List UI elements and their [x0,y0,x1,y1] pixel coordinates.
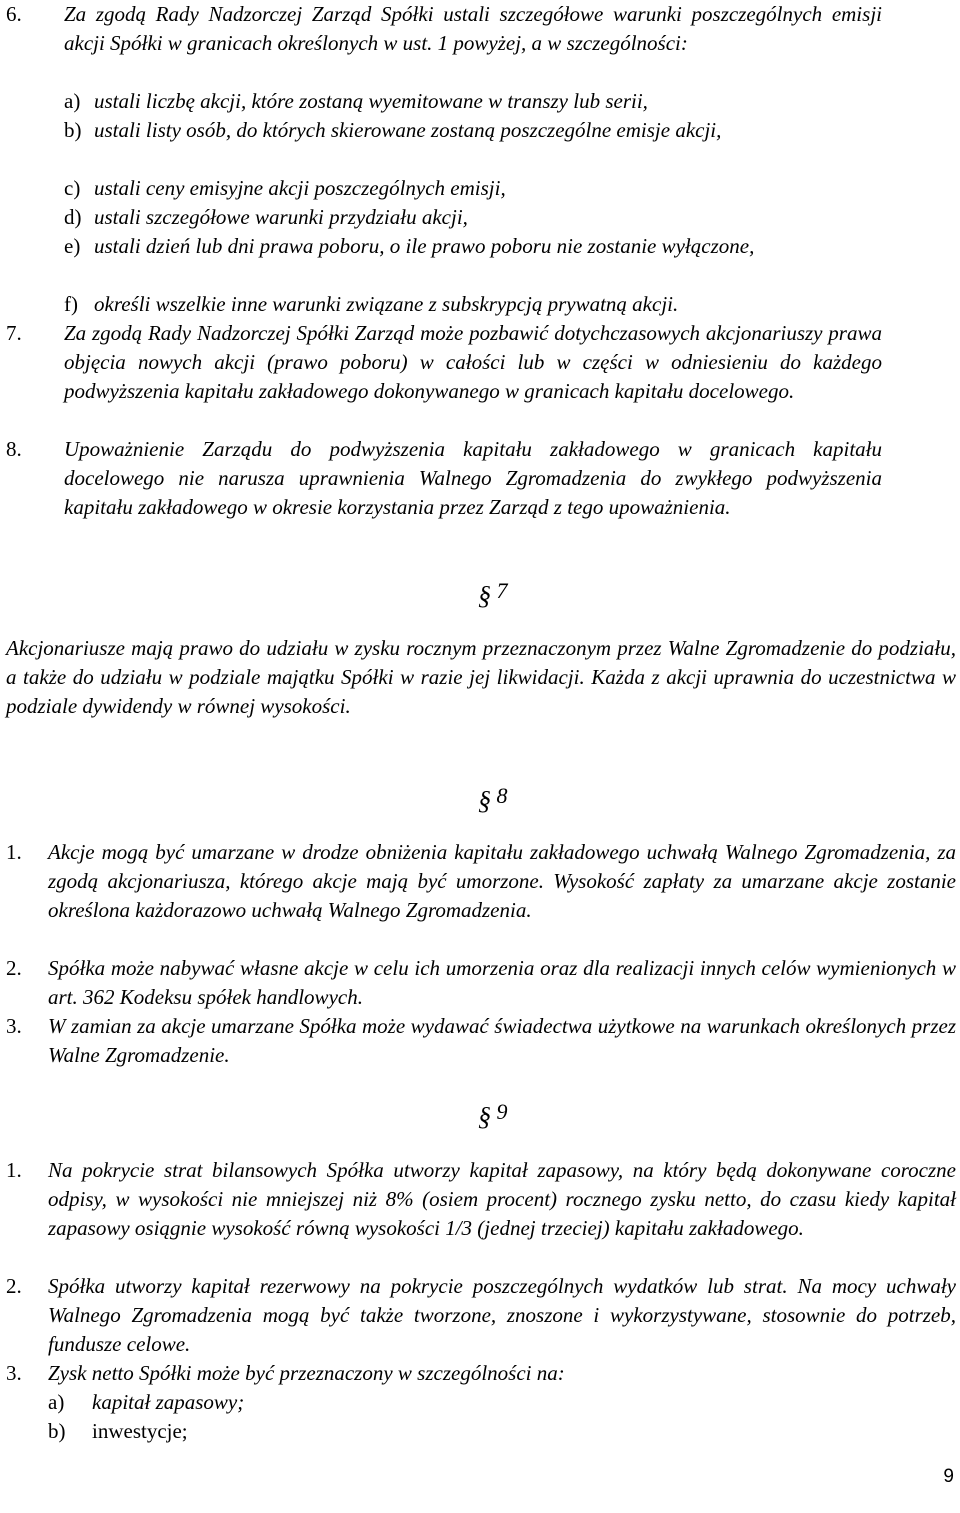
list-text: ustali listy osób, do których skierowane zostaną poszczególne emisje akcji, [94,118,722,142]
list-item [64,290,894,319]
item-text: Upoważnienie Zarządu do podwyższenia kapitału zakładowego w granicach kapitału docelowego nie narusza uprawnienia Walnego Zgromadzenia do zwykłego podwyższenia kapitału zakładowego w okresie korzystania przez Zarząd z tego upoważnienia. [64,437,882,519]
item-number: 3. [6,1361,22,1385]
section-symbol: § [478,786,491,815]
item-text: W zamian za akcje umarzane Spółka może wydawać świadectwa użytkowe na warunkach określonych przez Walne Zgromadzenie. [48,1014,956,1067]
section-item [6,1012,956,1070]
list-text: kapitał zapasowy; [92,1390,245,1414]
list-item [64,116,894,145]
item-text: Akcje mogą być umarzane w drodze obniżenia kapitału zakładowego uchwałą Walnego Zgromadzenia, za zgodą akcjonariusza, którego akcje mają być umorzone. Wysokość zapłaty za umarzane akcje zostanie określona każdorazowo uchwałą Walnego Zgromadzenia. [48,840,956,922]
item-number: 6. [6,2,22,26]
list-text: ustali ceny emisyjne akcji poszczególnych emisji, [94,176,506,200]
item-number: 7. [6,321,22,345]
section-symbol: § [478,1102,491,1131]
list-item [48,1388,648,1417]
section-item [6,1272,956,1359]
list-item [64,87,864,116]
list-text: ustali dzień lub dni prawa poboru, o ile prawo poboru nie zostanie wyłączone, [94,234,755,258]
item-number: 2. [6,1274,22,1298]
item-text: Za zgodą Rady Nadzorczej Zarząd Spółki ustali szczegółowe warunki poszczególnych emisji akcji Spółki w granicach określonych w ust. 1 powyżej, a w szczególności: [64,2,882,55]
list-label: f) [64,292,78,316]
item-number: 1. [6,1158,22,1182]
item-number: 8. [6,437,22,461]
list-label: a) [48,1390,65,1414]
list-label: c) [64,176,81,200]
item-text: Spółka utworzy kapitał rezerwowy na pokrycie poszczególnych wydatków lub strat. Na mocy uchwały Walnego Zgromadzenia mogą być także tworzone, znoszone i wykorzystywane, stosownie do potrzeb, fundusze celowe. [48,1274,956,1356]
paragraph-text: Akcjonariusze mają prawo do udziału w zysku rocznym przeznaczonym przez Walne Zgromadzenie do podziału, a także do udziału w podziale majątku Spółki w razie jej likwidacji. Każda z akcji uprawnia do uczestnictwa w podziale dywidendy w równej wysokości. [6,636,956,718]
list-label: b) [48,1419,66,1443]
list-item [64,232,884,261]
item-text: Na pokrycie strat bilansowych Spółka utworzy kapitał zapasowy, na który będą dokonywane coroczne odpisy, w wysokości nie mniejszej niż 8% (osiem procent) rocznego zysku netto, do czasu kiedy kapitał zapasowy osiągnie wysokość równą wysokości 1/3 (jednej trzeciej) kapitału zakładowego. [48,1158,956,1240]
list-label: a) [64,89,81,113]
list-text: ustali szczegółowe warunki przydziału akcji, [94,205,468,229]
section-item [6,954,956,1012]
item-text: Spółka może nabywać własne akcje w celu ich umorzenia oraz dla realizacji innych celów wymienionych w art. 362 Kodeksu spółek handlowych. [48,956,956,1009]
item-7 [6,319,882,406]
list-text: inwestycje; [92,1419,188,1443]
section-heading [478,780,538,815]
item-6 [6,0,882,58]
section-paragraph [6,634,956,721]
item-number: 2. [6,956,22,980]
section-symbol: § [478,581,491,610]
section-number: 7 [496,578,508,603]
section-heading [478,575,538,610]
item-text: Zysk netto Spółki może być przeznaczony w szczególności na: [48,1361,565,1385]
list-text: ustali liczbę akcji, które zostaną wyemitowane w transzy lub serii, [94,89,648,113]
item-number: 3. [6,1014,22,1038]
item-number: 1. [6,840,22,864]
section-item [6,1359,956,1388]
list-item [64,174,884,203]
section-item [6,1156,956,1243]
section-item [6,838,956,925]
section-number: 9 [496,1099,508,1124]
section-number: 8 [496,783,508,808]
item-8 [6,435,882,522]
page-number: 9 [943,1466,954,1487]
item-text: Za zgodą Rady Nadzorczej Spółki Zarząd może pozbawić dotychczasowych akcjonariuszy prawa objęcia nowych akcji (prawo poboru) w całości lub w części w odniesieniu do każdego podwyższenia kapitału zakładowego dokonywanego w granicach kapitału docelowego. [64,321,882,403]
section-heading [478,1096,538,1131]
list-item [48,1417,648,1446]
list-label: d) [64,205,82,229]
list-label: b) [64,118,82,142]
list-text: określi wszelkie inne warunki związane z subskrypcją prywatną akcji. [94,292,679,316]
list-item [64,203,884,232]
list-label: e) [64,234,81,258]
